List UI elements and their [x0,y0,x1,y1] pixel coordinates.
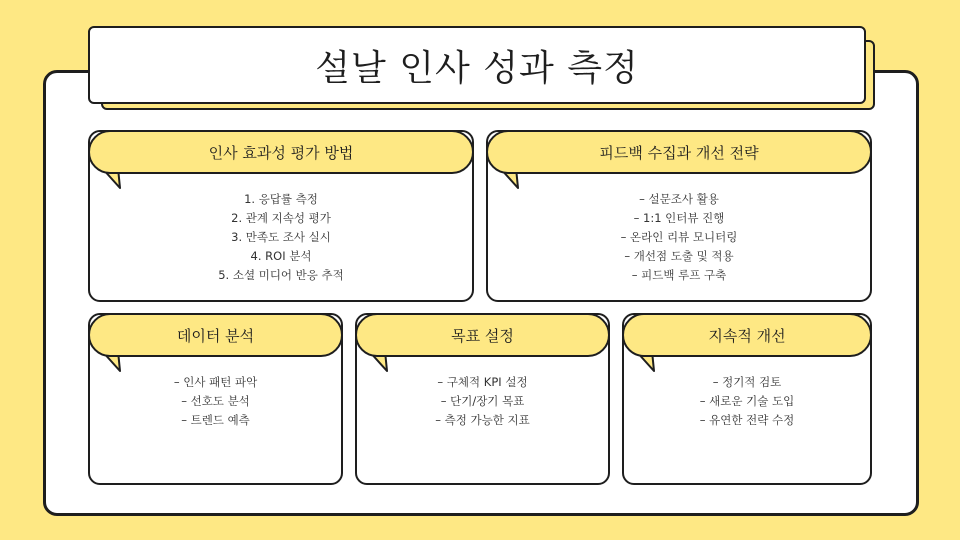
card-data-analysis [88,313,343,485]
list-item: – 새로운 기술 도입 [699,394,795,408]
card-list [357,373,608,430]
list-item: 3. 만족도 조사 실시 [231,230,331,244]
list-item: 2. 관계 지속성 평가 [231,211,331,225]
list-item: 5. 소셜 미디어 반응 추적 [218,268,344,282]
list-item: 1. 응답률 측정 [244,192,318,206]
card-heading: 피드백 수집과 개선 전략 [486,130,872,174]
list-item: – 개선점 도출 및 적용 [624,249,734,263]
list-item: – 온라인 리뷰 모니터링 [620,230,738,244]
list-item: – 구체적 KPI 설정 [437,375,528,389]
card-feedback-strategy [486,130,872,302]
card-heading: 데이터 분석 [88,313,343,357]
title-box [88,26,866,104]
card-heading: 인사 효과성 평가 방법 [88,130,474,174]
page-title: 설날 인사 성과 측정 [315,47,639,89]
card-goal-setting [355,313,610,485]
list-item: – 인사 패턴 파악 [173,375,258,389]
list-item: – 트렌드 예측 [181,413,250,427]
list-item: – 측정 가능한 지표 [435,413,530,427]
list-item: – 선호도 분석 [181,394,250,408]
list-item: – 피드백 루프 구축 [631,268,727,282]
list-item: – 설문조사 활용 [639,192,719,206]
card-list [624,373,870,430]
list-item: – 유연한 전략 수정 [699,413,795,427]
card-list [90,190,472,285]
card-evaluation-methods [88,130,474,302]
card-list [90,373,341,430]
list-item: – 1:1 인터뷰 진행 [633,211,725,225]
card-heading: 목표 설정 [355,313,610,357]
card-list [488,190,870,285]
list-item: – 정기적 검토 [712,375,782,389]
card-heading: 지속적 개선 [622,313,872,357]
card-continuous-improvement [622,313,872,485]
list-item: 4. ROI 분석 [250,249,312,263]
list-item: – 단기/장기 목표 [440,394,525,408]
